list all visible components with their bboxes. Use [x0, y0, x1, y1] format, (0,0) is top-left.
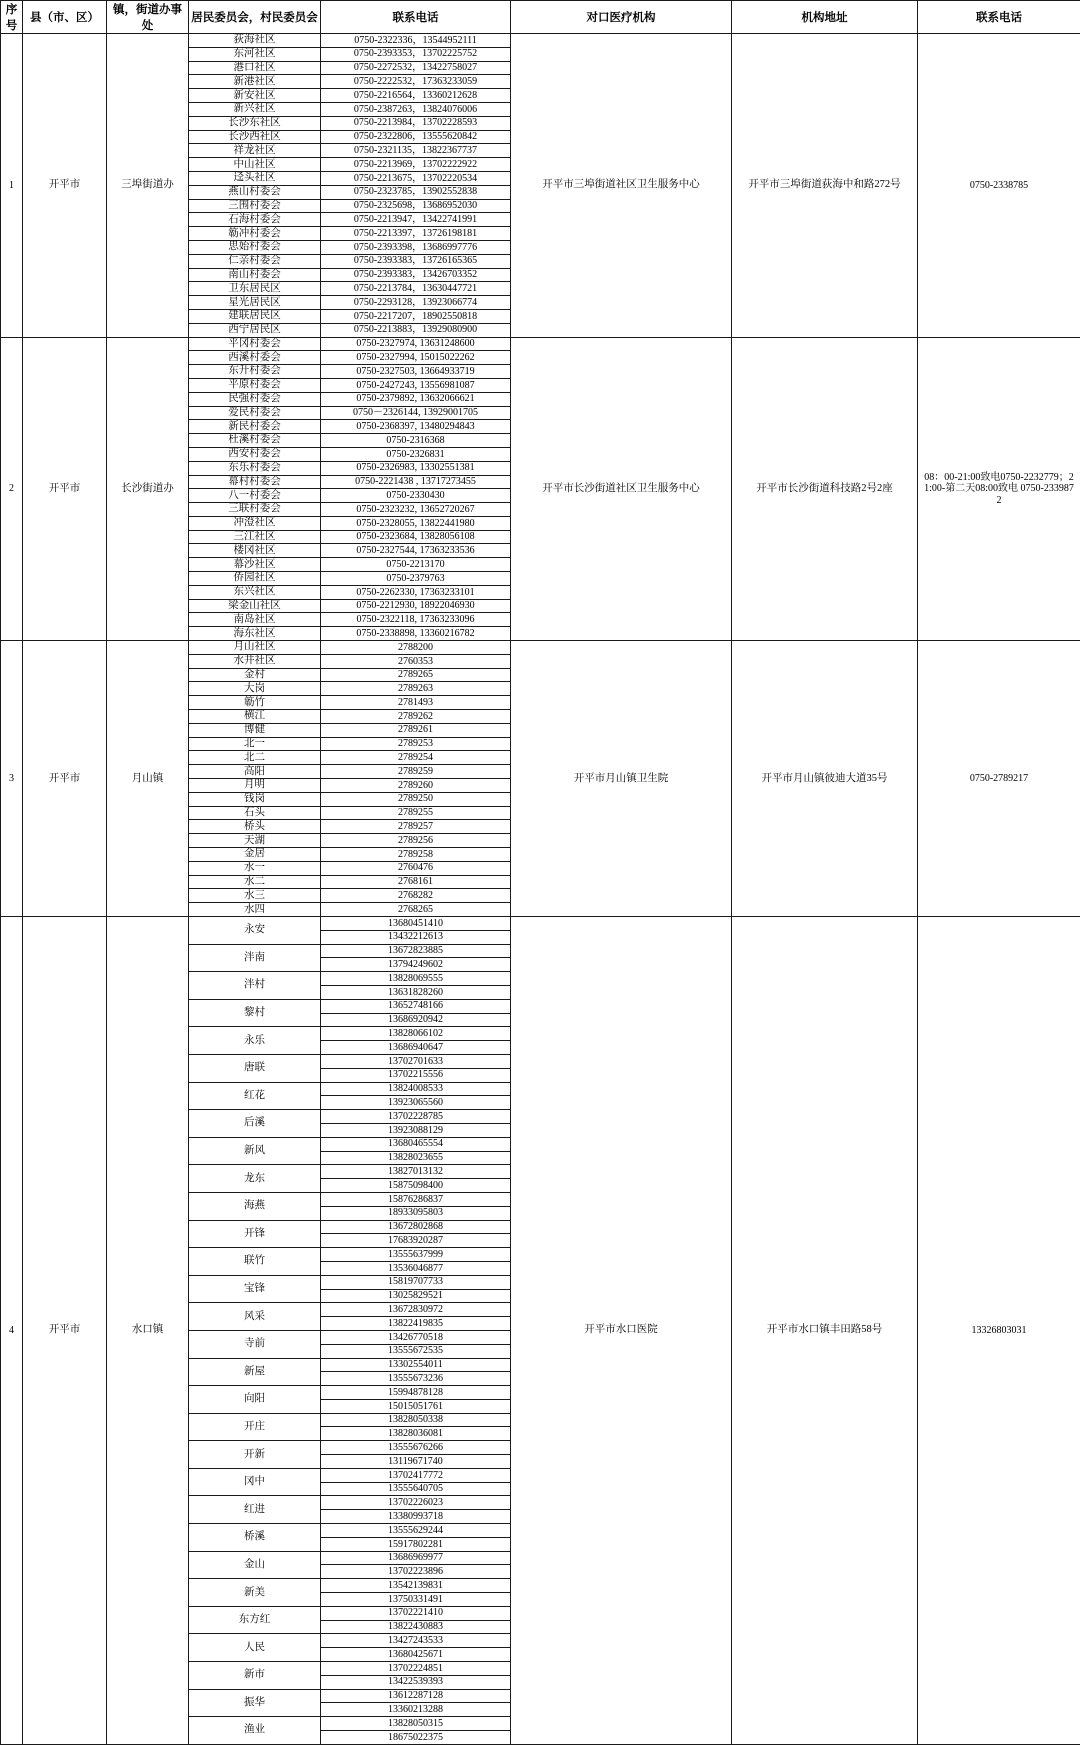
committee-name-cell: 横江 [189, 710, 321, 724]
committee-phone-cell: 13025829521 [321, 1289, 511, 1303]
institution-cell: 开平市三埠街道社区卫生服务中心 [511, 34, 732, 338]
committee-name-cell: 后溪 [189, 1110, 321, 1138]
committee-name-cell: 仁亲村委会 [189, 254, 321, 268]
committee-phone-cell: 13827013132 [321, 1165, 511, 1179]
committee-phone-cell: 15917802281 [321, 1537, 511, 1551]
committee-phone-cell: 13702228785 [321, 1110, 511, 1124]
committee-phone-cell: 0750-2393383，13726165365 [321, 254, 511, 268]
committee-phone-cell: 13422539393 [321, 1675, 511, 1689]
committee-name-cell: 新美 [189, 1579, 321, 1607]
committee-phone-cell: 13119671740 [321, 1455, 511, 1469]
committee-phone-cell: 13923065560 [321, 1096, 511, 1110]
institution-address-cell: 开平市长沙街道科技路2号2座 [732, 337, 918, 641]
committee-name-cell: 泮南 [189, 944, 321, 972]
committee-phone-cell: 0750-2379892, 13632066621 [321, 392, 511, 406]
committee-name-cell: 唐联 [189, 1054, 321, 1082]
committee-name-cell: 港口社区 [189, 61, 321, 75]
committee-phone-cell: 13302554011 [321, 1358, 511, 1372]
committee-name-cell: 平冈村委会 [189, 337, 321, 351]
committee-phone-cell: 13828066102 [321, 1027, 511, 1041]
committee-phone-cell: 0750-2322336，13544952111 [321, 34, 511, 48]
committee-phone-cell: 15875098400 [321, 1179, 511, 1193]
town-cell: 月山镇 [107, 641, 189, 917]
committee-phone-cell: 0750-2222532，17363233059 [321, 75, 511, 89]
committee-name-cell: 东河社区 [189, 47, 321, 61]
committee-name-cell: 天湖 [189, 834, 321, 848]
committee-phone-cell: 13672830972 [321, 1303, 511, 1317]
committee-phone-cell: 13612287128 [321, 1689, 511, 1703]
committee-name-cell: 簕竹 [189, 696, 321, 710]
committee-phone-cell: 0750-2323232, 13652720267 [321, 503, 511, 517]
committee-name-cell: 长沙东社区 [189, 116, 321, 130]
institution-phone-cell: 0750-2338785 [918, 34, 1080, 338]
committee-name-cell: 龙东 [189, 1165, 321, 1193]
committee-phone-cell: 0750-2330430 [321, 489, 511, 503]
committee-phone-cell: 13828050315 [321, 1717, 511, 1731]
committee-phone-cell: 13702221410 [321, 1606, 511, 1620]
committee-phone-cell: 13542139831 [321, 1579, 511, 1593]
committee-name-cell: 月山社区 [189, 641, 321, 655]
committee-name-cell: 梁金山社区 [189, 599, 321, 613]
committee-name-cell: 民强村委会 [189, 392, 321, 406]
committee-name-cell: 北二 [189, 751, 321, 765]
committee-name-cell: 楼冈社区 [189, 544, 321, 558]
committee-phone-cell: 0750-2338898, 13360216782 [321, 627, 511, 641]
committee-name-cell: 石头 [189, 806, 321, 820]
committee-phone-cell: 15994878128 [321, 1386, 511, 1400]
committee-name-cell: 长沙西社区 [189, 130, 321, 144]
committee-phone-cell: 2760476 [321, 861, 511, 875]
committee-phone-cell: 0750-2217207，18902550818 [321, 309, 511, 323]
committee-name-cell: 桥溪 [189, 1524, 321, 1552]
committee-phone-cell: 13360213288 [321, 1703, 511, 1717]
committee-phone-cell: 13432212613 [321, 930, 511, 944]
committee-phone-cell: 2789263 [321, 682, 511, 696]
header-row [1, 1, 1080, 34]
committee-phone-cell: 2789256 [321, 834, 511, 848]
committee-phone-cell: 2789260 [321, 779, 511, 793]
committee-phone-cell: 2768265 [321, 903, 511, 917]
committee-phone-cell: 0750-2213984，13702228593 [321, 116, 511, 130]
col-header-town: 镇，街道办事处 [107, 1, 189, 34]
committee-phone-cell: 13555629244 [321, 1524, 511, 1538]
seq-cell: 4 [1, 917, 23, 1745]
committee-phone-cell: 0750-2213784，13630447721 [321, 282, 511, 296]
committee-phone-cell: 13680465554 [321, 1137, 511, 1151]
committee-name-cell: 寺前 [189, 1330, 321, 1358]
committee-phone-cell: 0750-2322118, 17363233096 [321, 613, 511, 627]
committee-phone-cell: 0750-2213883，13929080900 [321, 323, 511, 337]
institution-address-cell: 开平市月山镇彼迪大道35号 [732, 641, 918, 917]
committee-name-cell: 中山社区 [189, 158, 321, 172]
committee-name-cell: 金居 [189, 848, 321, 862]
committee-name-cell: 风采 [189, 1303, 321, 1331]
committee-phone-cell: 13702223896 [321, 1565, 511, 1579]
committee-name-cell: 金山 [189, 1551, 321, 1579]
committee-phone-cell: 0750-2327503, 13664933719 [321, 365, 511, 379]
committee-phone-cell: 2789254 [321, 751, 511, 765]
committee-name-cell: 红花 [189, 1082, 321, 1110]
committee-name-cell: 思始村委会 [189, 240, 321, 254]
committee-phone-cell: 13822430883 [321, 1620, 511, 1634]
committee-name-cell: 簕冲村委会 [189, 227, 321, 241]
institution-address-cell: 开平市三埠街道荻海中和路272号 [732, 34, 918, 338]
committee-name-cell: 金村 [189, 668, 321, 682]
committee-name-cell: 卫东居民区 [189, 282, 321, 296]
committee-phone-cell: 13702215556 [321, 1068, 511, 1082]
committee-name-cell: 博健 [189, 723, 321, 737]
table-row [1, 917, 1080, 931]
committee-name-cell: 向阳 [189, 1386, 321, 1414]
county-cell: 开平市 [23, 34, 107, 338]
committee-name-cell: 新屋 [189, 1358, 321, 1386]
committee-phone-cell: 13702226023 [321, 1496, 511, 1510]
seq-cell: 3 [1, 641, 23, 917]
committee-phone-cell: 13822419835 [321, 1317, 511, 1331]
institution-cell: 开平市水口医院 [511, 917, 732, 1745]
committee-phone-cell: 13380993718 [321, 1510, 511, 1524]
col-header-county: 县（市、区） [23, 1, 107, 34]
committee-phone-cell: 0750-2316368 [321, 434, 511, 448]
institution-phone-cell: 0750-2789217 [918, 641, 1080, 917]
committee-name-cell: 三江社区 [189, 530, 321, 544]
committee-phone-cell: 0750-2326831 [321, 447, 511, 461]
town-cell: 三埠街道办 [107, 34, 189, 338]
committee-phone-cell: 13555673236 [321, 1372, 511, 1386]
committee-name-cell: 南岛社区 [189, 613, 321, 627]
committee-name-cell: 东乐村委会 [189, 461, 321, 475]
col-header-institution: 对口医疗机构 [511, 1, 732, 34]
committee-name-cell: 新市 [189, 1662, 321, 1690]
committee-phone-cell: 0750-2427243, 13556981087 [321, 378, 511, 392]
committee-phone-cell: 2789262 [321, 710, 511, 724]
committee-phone-cell: 0750-2393383，13426703352 [321, 268, 511, 282]
seq-cell: 1 [1, 34, 23, 338]
committee-name-cell: 东方红 [189, 1606, 321, 1634]
committee-phone-cell: 13652748166 [321, 999, 511, 1013]
committee-phone-cell: 13680451410 [321, 917, 511, 931]
committee-name-cell: 幕沙社区 [189, 558, 321, 572]
committee-phone-cell: 13555640705 [321, 1482, 511, 1496]
committee-phone-cell: 0750-2325698，13686952030 [321, 199, 511, 213]
col-header-committee: 居民委员会，村民委员会 [189, 1, 321, 34]
committee-name-cell: 黎村 [189, 999, 321, 1027]
committee-name-cell: 宝锋 [189, 1275, 321, 1303]
committee-phone-cell: 13702224851 [321, 1662, 511, 1676]
col-header-address: 机构地址 [732, 1, 918, 34]
committee-name-cell: 西安村委会 [189, 447, 321, 461]
committee-name-cell: 星光居民区 [189, 296, 321, 310]
committee-name-cell: 月明 [189, 779, 321, 793]
institution-cell: 开平市长沙街道社区卫生服务中心 [511, 337, 732, 641]
committee-name-cell: 新民村委会 [189, 420, 321, 434]
committee-phone-cell: 0750-2272532，13422758027 [321, 61, 511, 75]
committee-name-cell: 杜溪村委会 [189, 434, 321, 448]
committee-phone-cell: 15876286837 [321, 1192, 511, 1206]
committee-name-cell: 侨园社区 [189, 572, 321, 586]
committee-phone-cell: 13702701633 [321, 1054, 511, 1068]
seq-cell: 2 [1, 337, 23, 641]
committee-phone-cell: 13672823885 [321, 944, 511, 958]
committee-phone-cell: 2789253 [321, 737, 511, 751]
committee-name-cell: 联竹 [189, 1248, 321, 1276]
committee-phone-cell: 18675022375 [321, 1731, 511, 1745]
committee-phone-cell: 13828069555 [321, 972, 511, 986]
committee-phone-cell: 0750-2293128，13923066774 [321, 296, 511, 310]
committee-name-cell: 东升村委会 [189, 365, 321, 379]
committee-phone-cell: 0750-2221438 , 13717273455 [321, 475, 511, 489]
committee-phone-cell: 0750-2262330, 17363233101 [321, 585, 511, 599]
committee-phone-cell: 0750-2323785，13902552838 [321, 185, 511, 199]
institution-cell: 开平市月山镇卫生院 [511, 641, 732, 917]
committee-phone-cell: 15819707733 [321, 1275, 511, 1289]
table-body [1, 34, 1080, 1745]
committee-phone-cell: 17683920287 [321, 1234, 511, 1248]
committee-name-cell: 红进 [189, 1496, 321, 1524]
committee-name-cell: 新风 [189, 1137, 321, 1165]
committee-phone-cell: 15015051761 [321, 1399, 511, 1413]
committee-phone-cell: 13426770518 [321, 1330, 511, 1344]
committee-phone-cell: 13686920942 [321, 1013, 511, 1027]
committee-phone-cell: 13555672535 [321, 1344, 511, 1358]
committee-phone-cell: 2760353 [321, 654, 511, 668]
committee-name-cell: 渔业 [189, 1717, 321, 1745]
committee-name-cell: 桥头 [189, 820, 321, 834]
committee-phone-cell: 13686969977 [321, 1551, 511, 1565]
committee-name-cell: 水一 [189, 861, 321, 875]
committee-phone-cell: 18933095803 [321, 1206, 511, 1220]
table-row [1, 337, 1080, 351]
committee-phone-cell: 13923088129 [321, 1123, 511, 1137]
committee-name-cell: 钱岗 [189, 792, 321, 806]
committee-name-cell: 东兴社区 [189, 585, 321, 599]
committee-phone-cell: 0750-2213947，13422741991 [321, 213, 511, 227]
col-header-institution-phone: 联系电话 [918, 1, 1080, 34]
county-cell: 开平市 [23, 641, 107, 917]
committee-phone-cell: 0750-2323684, 13828056108 [321, 530, 511, 544]
committee-name-cell: 北一 [189, 737, 321, 751]
committee-name-cell: 幕村村委会 [189, 475, 321, 489]
committee-name-cell: 迳头社区 [189, 171, 321, 185]
committee-phone-cell: 13828036081 [321, 1427, 511, 1441]
committee-phone-cell: 13672802868 [321, 1220, 511, 1234]
committee-phone-cell: 2788200 [321, 641, 511, 655]
committee-phone-cell: 0750-2321135，13822367737 [321, 144, 511, 158]
committee-phone-cell: 2789255 [321, 806, 511, 820]
committee-phone-cell: 13427243533 [321, 1634, 511, 1648]
institution-phone-cell: 13326803031 [918, 917, 1080, 1745]
committee-phone-cell: 13824008533 [321, 1082, 511, 1096]
committee-phone-cell: 2768282 [321, 889, 511, 903]
committee-name-cell: 泮村 [189, 972, 321, 1000]
committee-name-cell: 新港社区 [189, 75, 321, 89]
county-cell: 开平市 [23, 917, 107, 1745]
committee-phone-cell: 2789258 [321, 848, 511, 862]
committee-phone-cell: 2789259 [321, 765, 511, 779]
committee-name-cell: 开庄 [189, 1413, 321, 1441]
committee-phone-cell: 0750-2327544, 17363233536 [321, 544, 511, 558]
table-row [1, 34, 1080, 48]
institution-address-cell: 开平市水口镇丰田路58号 [732, 917, 918, 1745]
committee-name-cell: 新安社区 [189, 89, 321, 103]
committee-phone-cell: 13686940647 [321, 1041, 511, 1055]
committee-phone-cell: 13828050338 [321, 1413, 511, 1427]
committee-phone-cell: 13555676266 [321, 1441, 511, 1455]
table-header [1, 1, 1080, 34]
committee-phone-cell: 0750-2327974, 13631248600 [321, 337, 511, 351]
committee-phone-cell: 0750－2326144, 13929001705 [321, 406, 511, 420]
committee-phone-cell: 2789257 [321, 820, 511, 834]
committee-phone-cell: 0750-2216564，13360212628 [321, 89, 511, 103]
committee-phone-cell: 0750-2213170 [321, 558, 511, 572]
committee-name-cell: 燕山村委会 [189, 185, 321, 199]
committee-phone-cell: 13536046877 [321, 1261, 511, 1275]
committee-name-cell: 八一村委会 [189, 489, 321, 503]
committee-name-cell: 永乐 [189, 1027, 321, 1055]
committee-phone-cell: 0750-2326983, 13302551381 [321, 461, 511, 475]
committee-phone-cell: 0750-2212930, 18922046930 [321, 599, 511, 613]
committee-phone-cell: 13794249602 [321, 958, 511, 972]
committee-phone-cell: 0750-2322806，13555620842 [321, 130, 511, 144]
committee-phone-cell: 2789265 [321, 668, 511, 682]
committee-phone-cell: 0750-2393398，13686997776 [321, 240, 511, 254]
committee-phone-cell: 0750-2379763 [321, 572, 511, 586]
committee-name-cell: 冈中 [189, 1468, 321, 1496]
committee-phone-cell: 13680425671 [321, 1648, 511, 1662]
committee-name-cell: 水四 [189, 903, 321, 917]
county-cell: 开平市 [23, 337, 107, 641]
committee-phone-cell: 0750-2368397, 13480294843 [321, 420, 511, 434]
committee-name-cell: 开锋 [189, 1220, 321, 1248]
committee-phone-cell: 2789250 [321, 792, 511, 806]
committee-phone-cell: 2781493 [321, 696, 511, 710]
committee-name-cell: 开新 [189, 1441, 321, 1469]
committee-phone-cell: 0750-2213675，13702220534 [321, 171, 511, 185]
committee-name-cell: 海燕 [189, 1192, 321, 1220]
committee-name-cell: 石海村委会 [189, 213, 321, 227]
committee-phone-cell: 2768161 [321, 875, 511, 889]
town-cell: 水口镇 [107, 917, 189, 1745]
committee-name-cell: 新兴社区 [189, 102, 321, 116]
committee-name-cell: 振华 [189, 1689, 321, 1717]
committee-phone-cell: 0750-2213969，13702222922 [321, 158, 511, 172]
committee-name-cell: 高阳 [189, 765, 321, 779]
committee-phone-cell: 13555637999 [321, 1248, 511, 1262]
committee-name-cell: 三围村委会 [189, 199, 321, 213]
committee-name-cell: 永安 [189, 917, 321, 945]
committee-name-cell: 爱民村委会 [189, 406, 321, 420]
committee-phone-cell: 13750331491 [321, 1593, 511, 1607]
committee-name-cell: 大岗 [189, 682, 321, 696]
committee-phone-cell: 0750-2213397，13726198181 [321, 227, 511, 241]
col-header-seq: 序号 [1, 1, 23, 34]
committee-phone-cell: 2789261 [321, 723, 511, 737]
committee-phone-cell: 0750-2327994, 15015022262 [321, 351, 511, 365]
committee-phone-cell: 0750-2387263，13824076006 [321, 102, 511, 116]
committee-name-cell: 水三 [189, 889, 321, 903]
committee-name-cell: 冲澄社区 [189, 516, 321, 530]
committee-phone-cell: 13828023655 [321, 1151, 511, 1165]
town-cell: 长沙街道办 [107, 337, 189, 641]
committee-name-cell: 荻海社区 [189, 34, 321, 48]
committee-name-cell: 水二 [189, 875, 321, 889]
committee-phone-cell: 13631828260 [321, 985, 511, 999]
committee-name-cell: 水井社区 [189, 654, 321, 668]
committee-name-cell: 西宁居民区 [189, 323, 321, 337]
committee-name-cell: 南山村委会 [189, 268, 321, 282]
committee-phone-cell: 0750-2328055, 13822441980 [321, 516, 511, 530]
committee-name-cell: 人民 [189, 1634, 321, 1662]
table-row [1, 641, 1080, 655]
institution-phone-cell: 08：00-21:00致电0750-2232779；21:00-第二天08:00致电 0750-2339872 [918, 337, 1080, 641]
committee-name-cell: 祥龙社区 [189, 144, 321, 158]
committee-name-cell: 三联村委会 [189, 503, 321, 517]
committee-name-cell: 西溪村委会 [189, 351, 321, 365]
committee-phone-cell: 0750-2393353，13702225752 [321, 47, 511, 61]
committee-name-cell: 建联居民区 [189, 309, 321, 323]
col-header-committee-phone: 联系电话 [321, 1, 511, 34]
committee-name-cell: 平原村委会 [189, 378, 321, 392]
committee-phone-cell: 13702417772 [321, 1468, 511, 1482]
committee-name-cell: 海东社区 [189, 627, 321, 641]
